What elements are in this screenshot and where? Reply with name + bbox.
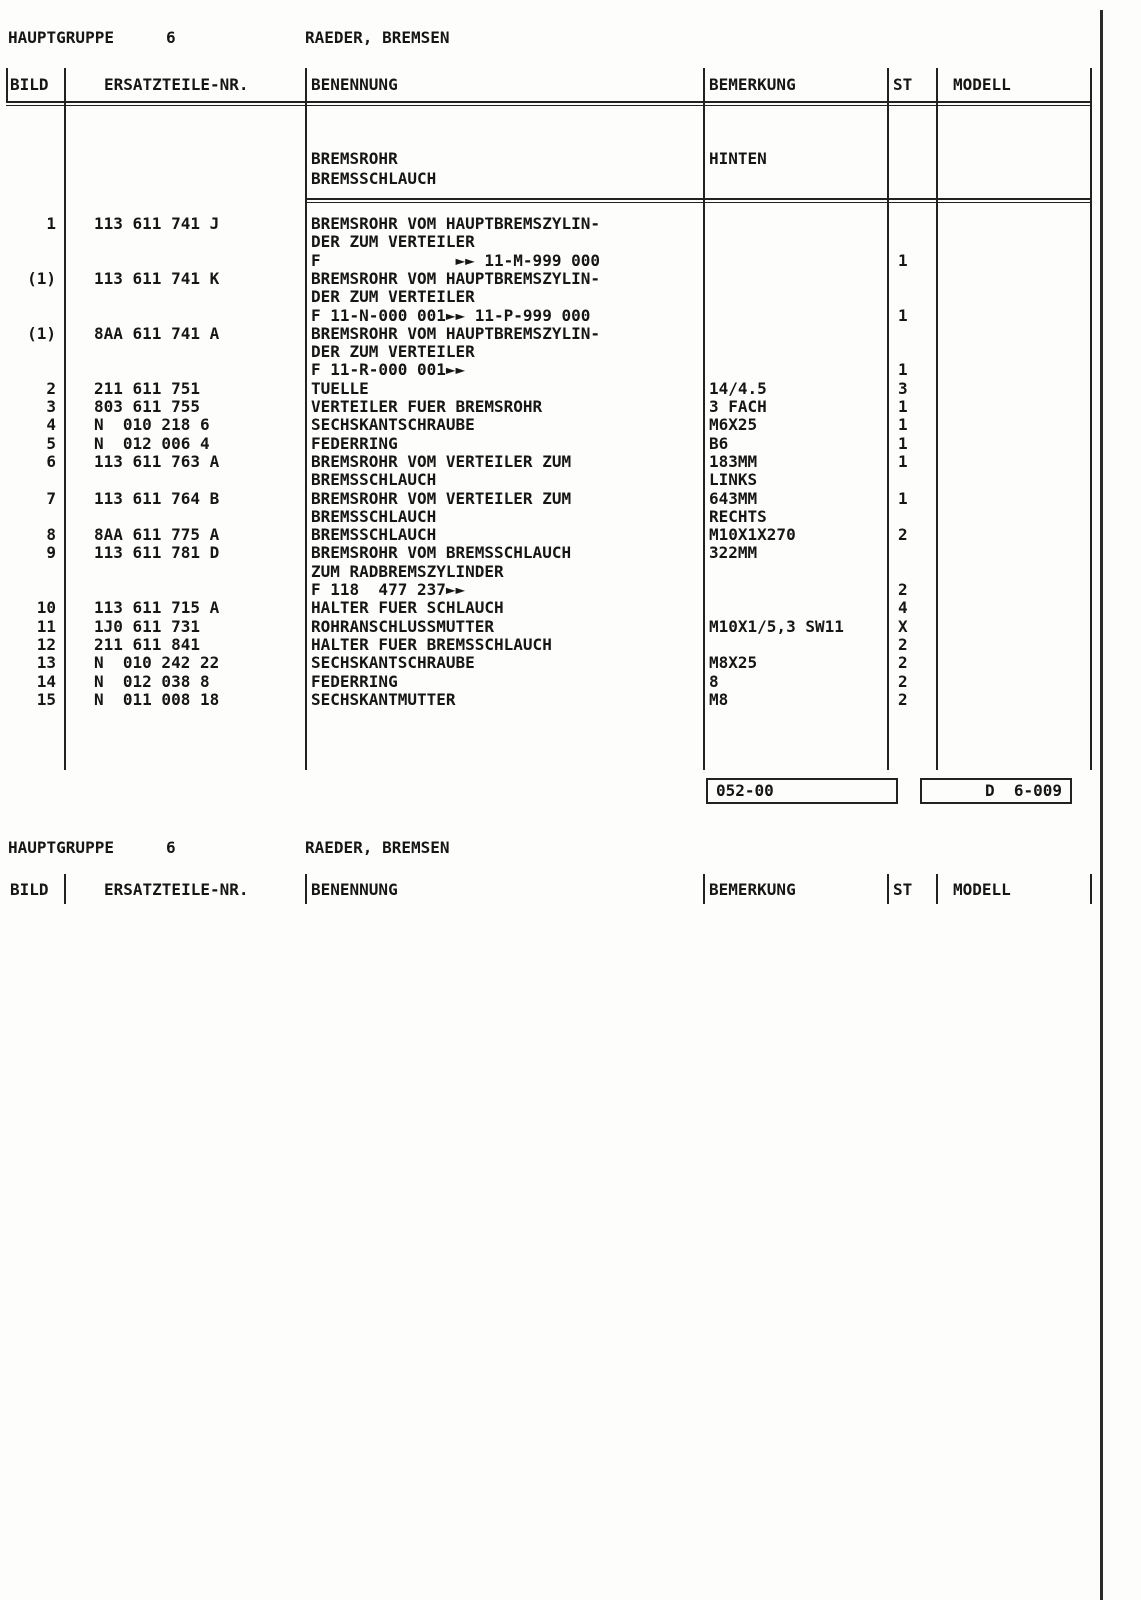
row-part-no: 113 611 741 K <box>94 268 220 288</box>
row-name: SECHSKANTMUTTER <box>311 689 456 709</box>
row-name: BREMSROHR VOM HAUPTBREMSZYLIN- <box>311 323 600 343</box>
section-remark: HINTEN <box>709 149 767 168</box>
row-part-no: N 010 218 6 <box>94 415 210 435</box>
row-name: BREMSROHR VOM VERTEILER ZUM <box>311 451 572 471</box>
next-col-header-bild: BILD <box>10 880 49 899</box>
col-divider-remark <box>887 68 889 770</box>
col-divider-name <box>703 68 705 770</box>
row-bild: 1 <box>46 214 56 233</box>
row-qty: 1 <box>898 415 908 435</box>
row-qty: 2 <box>898 525 908 545</box>
col-header-name: BENENNUNG <box>311 75 398 94</box>
row-name: HALTER FUER BREMSSCHLAUCH <box>311 634 552 654</box>
row-name: BREMSROHR VOM HAUPTBREMSZYLIN- <box>311 268 600 288</box>
next-col-divider-remark <box>887 874 889 904</box>
row-qty: X <box>898 616 908 636</box>
col-header-bild: BILD <box>10 75 49 94</box>
row-name: TUELLE <box>311 378 369 398</box>
row-remark: LINKS <box>709 470 758 490</box>
col-divider-part <box>305 68 307 770</box>
row-bild: 8 <box>46 525 56 545</box>
row-remark: 3 FACH <box>709 397 767 416</box>
row-qty: 2 <box>898 580 908 599</box>
row-qty: 2 <box>898 671 908 691</box>
row-qty: 1 <box>898 433 908 453</box>
row-bild: 15 <box>36 689 56 709</box>
row-bild: 12 <box>36 634 56 654</box>
next-col-header-remark: BEMERKUNG <box>709 880 796 899</box>
row-remark: M8X25 <box>709 653 758 673</box>
row-name: ROHRANSCHLUSSMUTTER <box>311 616 495 636</box>
row-remark: 8 <box>709 671 719 691</box>
row-remark: 643MM <box>709 488 758 508</box>
row-bild: 10 <box>36 598 56 618</box>
row-remark: RECHTS <box>709 506 767 526</box>
row-bild: 11 <box>36 616 56 636</box>
row-bild: 7 <box>46 488 56 508</box>
row-name: BREMSSCHLAUCH <box>311 470 437 490</box>
next-group-number: 6 <box>166 838 176 857</box>
footer-code: 052-00 <box>706 778 898 804</box>
row-qty: 1 <box>898 305 908 325</box>
col-divider-right <box>1090 68 1092 770</box>
section-title-1: BREMSROHR <box>311 149 398 168</box>
next-col-header-name: BENENNUNG <box>311 880 398 899</box>
next-group-title: RAEDER, BREMSEN <box>305 838 450 857</box>
next-col-divider-qty <box>936 874 938 904</box>
row-name: F ►► 11-M-999 000 <box>311 250 600 270</box>
row-part-no: 1J0 611 731 <box>94 616 200 636</box>
row-bild: 14 <box>36 671 56 691</box>
row-qty: 2 <box>898 634 908 654</box>
row-part-no: 211 611 751 <box>94 378 200 398</box>
row-qty: 3 <box>898 378 908 398</box>
row-name: BREMSROHR VOM VERTEILER ZUM <box>311 488 572 508</box>
row-remark: M8 <box>709 689 729 709</box>
row-bild: 3 <box>46 397 56 416</box>
row-remark: M10X1X270 <box>709 525 796 545</box>
row-name: F 11-R-000 001►► <box>311 360 466 380</box>
next-col-divider-right <box>1090 874 1092 904</box>
col-divider-bild <box>64 68 66 770</box>
row-name: HALTER FUER SCHLAUCH <box>311 598 504 618</box>
row-name: SECHSKANTSCHRAUBE <box>311 415 475 435</box>
row-bild: (1) <box>27 268 56 288</box>
row-part-no: N 011 008 18 <box>94 689 220 709</box>
row-name: F 11-N-000 001►► 11-P-999 000 <box>311 305 591 325</box>
next-col-divider-bild <box>64 874 66 904</box>
footer-page: D 6-009 <box>920 778 1072 804</box>
col-divider-qty <box>936 68 938 770</box>
row-part-no: 8AA 611 741 A <box>94 323 220 343</box>
next-col-divider-name <box>703 874 705 904</box>
row-qty: 1 <box>898 397 908 416</box>
col-divider-left <box>6 68 8 102</box>
row-remark: B6 <box>709 433 729 453</box>
row-qty: 1 <box>898 451 908 471</box>
header-rule <box>6 101 1090 106</box>
next-group-label: HAUPTGRUPPE <box>8 838 114 857</box>
row-part-no: 113 611 715 A <box>94 598 220 618</box>
row-name: BREMSSCHLAUCH <box>311 525 437 545</box>
row-name: FEDERRING <box>311 433 398 453</box>
row-qty: 1 <box>898 360 908 380</box>
row-bild: 5 <box>46 433 56 453</box>
row-name: DER ZUM VERTEILER <box>311 287 475 307</box>
row-remark: 183MM <box>709 451 758 471</box>
row-part-no: N 012 006 4 <box>94 433 210 453</box>
row-part-no: 113 611 764 B <box>94 488 220 508</box>
row-bild: 2 <box>46 378 56 398</box>
row-part-no: 113 611 763 A <box>94 451 220 471</box>
row-qty: 1 <box>898 488 908 508</box>
group-title: RAEDER, BREMSEN <box>305 28 450 47</box>
next-col-divider-part <box>305 874 307 904</box>
row-remark: 322MM <box>709 543 758 563</box>
page-border <box>1100 10 1103 1600</box>
row-bild: 13 <box>36 653 56 673</box>
row-name: DER ZUM VERTEILER <box>311 342 475 362</box>
row-part-no: 803 611 755 <box>94 397 200 416</box>
row-part-no: N 010 242 22 <box>94 653 220 673</box>
row-remark: 14/4.5 <box>709 378 767 398</box>
row-name: BREMSROHR VOM BREMSSCHLAUCH <box>311 543 572 563</box>
col-header-model: MODELL <box>953 75 1011 94</box>
row-bild: 9 <box>46 543 56 563</box>
next-col-header-part-no: ERSATZTEILE-NR. <box>104 880 249 899</box>
row-name: BREMSROHR VOM HAUPTBREMSZYLIN- <box>311 214 600 233</box>
row-name: F 118 477 237►► <box>311 580 466 599</box>
group-label: HAUPTGRUPPE <box>8 28 114 47</box>
row-qty: 2 <box>898 689 908 709</box>
row-bild: 4 <box>46 415 56 435</box>
row-name: VERTEILER FUER BREMSROHR <box>311 397 543 416</box>
row-part-no: 113 611 781 D <box>94 543 220 563</box>
row-part-no: 113 611 741 J <box>94 214 220 233</box>
col-header-part-no: ERSATZTEILE-NR. <box>104 75 249 94</box>
group-number: 6 <box>166 28 176 47</box>
row-part-no: 211 611 841 <box>94 634 200 654</box>
row-bild: 6 <box>46 451 56 471</box>
row-name: SECHSKANTSCHRAUBE <box>311 653 475 673</box>
row-remark: M10X1/5,3 SW11 <box>709 616 844 636</box>
next-col-header-qty: ST <box>893 880 913 899</box>
row-qty: 1 <box>898 250 908 270</box>
row-remark: M6X25 <box>709 415 758 435</box>
row-name: FEDERRING <box>311 671 398 691</box>
row-name: BREMSSCHLAUCH <box>311 506 437 526</box>
col-header-qty: ST <box>893 75 913 94</box>
row-bild: (1) <box>27 323 56 343</box>
row-part-no: N 012 038 8 <box>94 671 210 691</box>
next-col-header-model: MODELL <box>953 880 1011 899</box>
section-rule <box>305 198 1090 203</box>
row-part-no: 8AA 611 775 A <box>94 525 220 545</box>
col-header-remark: BEMERKUNG <box>709 75 796 94</box>
section-title-2: BREMSSCHLAUCH <box>311 169 437 188</box>
row-name: DER ZUM VERTEILER <box>311 232 475 252</box>
row-name: ZUM RADBREMSZYLINDER <box>311 561 504 581</box>
row-qty: 2 <box>898 653 908 673</box>
row-qty: 4 <box>898 598 908 618</box>
